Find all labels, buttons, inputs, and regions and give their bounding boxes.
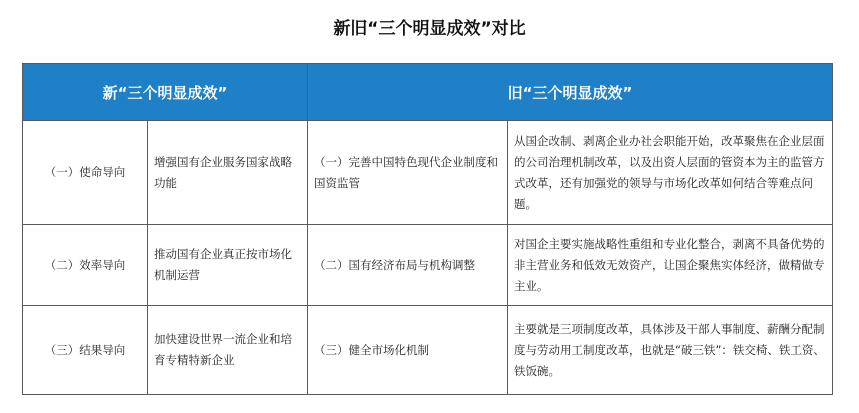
old-desc-cell: 从国企改制、剥离企业办社会职能开始，改革聚焦在企业层面的公司治理机制改革，以及出资人层面的管资本为主的监管方式改革，还有加强党的领导与市场化改革如何结合等难点问题。: [508, 121, 833, 225]
table-header-row: [23, 64, 833, 121]
new-item-cell: （三）结果导向: [23, 306, 148, 395]
table-row: [23, 306, 833, 395]
table-row: [23, 225, 833, 306]
old-item-cell: （二）国有经济布局与机构调整: [308, 225, 508, 306]
new-desc-cell: 加快建设世界一流企业和培育专精特新企业: [148, 306, 308, 395]
old-item-cell: （三）健全市场化机制: [308, 306, 508, 395]
new-desc-cell: 增强国有企业服务国家战略功能: [148, 121, 308, 225]
header-new: 新“三个明显成效”: [23, 64, 308, 121]
old-item-cell: （一）完善中国特色现代企业制度和国资监管: [308, 121, 508, 225]
new-item-cell: （一）使命导向: [23, 121, 148, 225]
comparison-table: [22, 63, 833, 395]
old-desc-cell: 对国企主要实施战略性重组和专业化整合，剥离不具备优势的非主营业务和低效无效资产，让国企聚焦实体经济，做精做专主业。: [508, 225, 833, 306]
new-item-cell: （二）效率导向: [23, 225, 148, 306]
old-desc-cell: 主要就是三项制度改革，具体涉及干部人事制度、薪酬分配制度与劳动用工制度改革，也就是“破三铁”：铁交椅、铁工资、铁饭碗。: [508, 306, 833, 395]
page-title: 新旧“三个明显成效”对比: [333, 19, 526, 39]
header-old: 旧“三个明显成效”: [308, 64, 833, 121]
table-row: [23, 121, 833, 225]
new-desc-cell: 推动国有企业真正按市场化机制运营: [148, 225, 308, 306]
